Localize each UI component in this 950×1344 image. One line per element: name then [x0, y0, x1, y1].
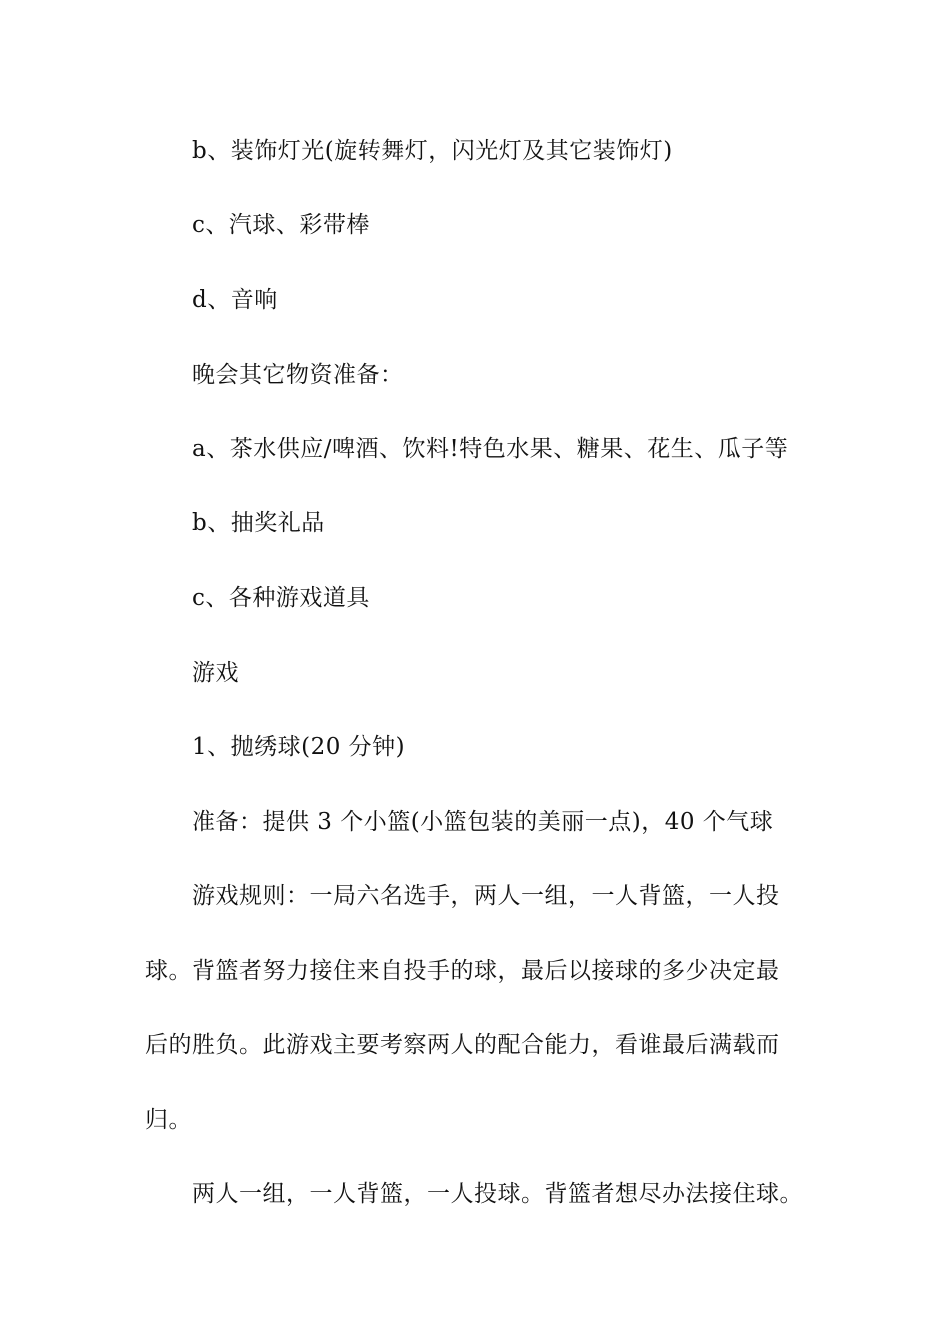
- paragraph-line: 游戏规则：一局六名选手，两人一组，一人背篮，一人投: [192, 883, 780, 909]
- text-line: c、汽球、彩带棒: [192, 212, 370, 238]
- text-line: 准备：提供 3 个小篮(小篮包装的美丽一点)，40 个气球: [192, 809, 774, 835]
- text-line: 晚会其它物资准备：: [192, 362, 404, 388]
- text-line: b、抽奖礼品: [192, 510, 325, 536]
- paragraph-line: 归。: [145, 1107, 192, 1133]
- paragraph-line: 两人一组，一人背篮，一人投球。背篮者想尽办法接住球。: [192, 1181, 803, 1207]
- text-line: c、各种游戏道具: [192, 585, 370, 611]
- text-line: a、茶水供应/啤酒、饮料!特色水果、糖果、花生、瓜子等: [192, 436, 789, 462]
- paragraph-line: 后的胜负。此游戏主要考察两人的配合能力，看谁最后满载而: [145, 1032, 780, 1058]
- text-line: b、装饰灯光(旋转舞灯，闪光灯及其它装饰灯): [192, 138, 673, 164]
- text-line: d、音响: [192, 287, 278, 313]
- section-heading: 游戏: [192, 660, 239, 686]
- paragraph-line: 球。背篮者努力接住来自投手的球，最后以接球的多少决定最: [145, 958, 780, 984]
- text-line: 1、抛绣球(20 分钟): [192, 734, 406, 760]
